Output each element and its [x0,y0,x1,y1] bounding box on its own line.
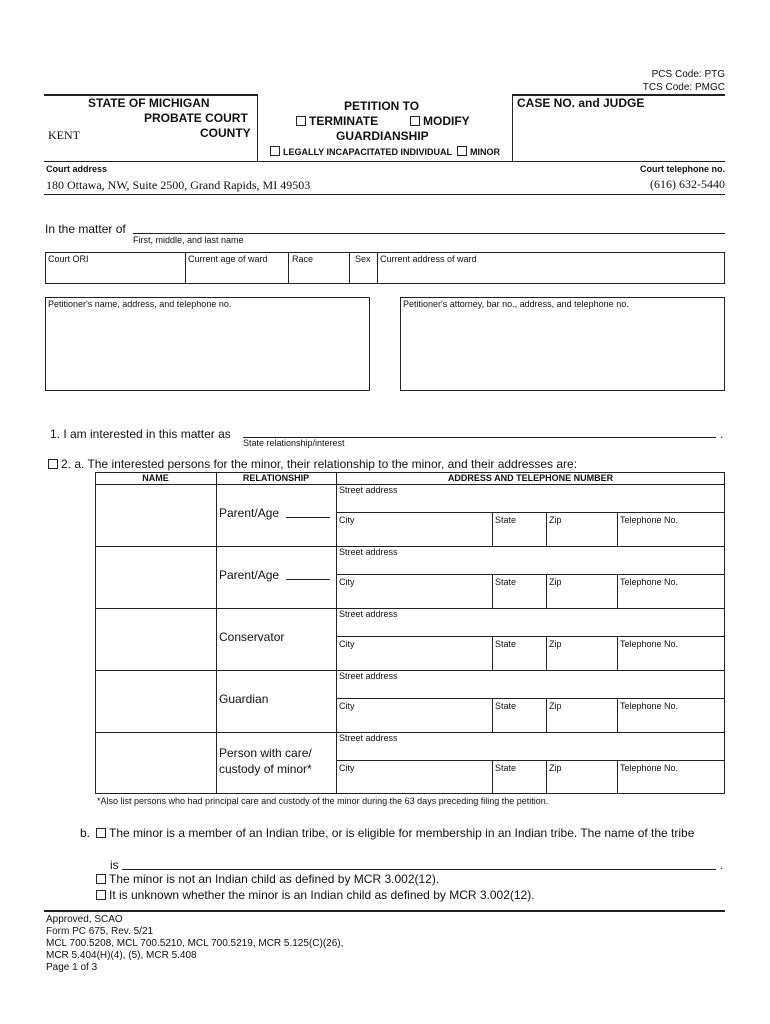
phone-divider [617,698,618,732]
pcs-code: PCS Code: PTG [651,69,725,80]
state-of-michigan: STATE OF MICHIGAN [88,96,210,110]
relationship-label: Parent/Age [219,568,280,582]
item2b-opt2[interactable]: The minor is not an Indian child as defined by MCR 3.002(12). [96,872,439,886]
table-row-rule [95,732,725,733]
footer-rule [44,910,725,912]
modify-option[interactable]: MODIFY [410,114,470,128]
table-row-rule [95,608,725,609]
state-label: State [495,515,517,525]
court-address-label: Court address [46,164,108,174]
item2a-checkbox[interactable] [48,459,58,469]
zip-divider [546,698,547,732]
table-header-rule [95,484,725,485]
guardianship: GUARDIANSHIP [336,129,429,143]
minor-option[interactable]: MINOR [457,146,500,157]
table-row-rule [95,546,725,547]
footer-approved: Approved, SCAO [46,914,123,925]
state-divider [492,512,493,546]
phone-divider [617,512,618,546]
relationship-label: Guardian [219,692,269,706]
ward-age-label: Current age of ward [188,254,268,264]
ward-divider-4 [377,252,378,284]
tcs-code: TCS Code: PMGC [642,82,725,93]
city-label: City [339,763,355,773]
ward-divider-3 [349,252,350,284]
county-label: COUNTY [200,126,251,140]
zip-divider [546,574,547,608]
state-label: State [495,701,517,711]
phone-label: Telephone No. [620,763,679,773]
zip-label: Zip [549,577,562,587]
address-split-rule [336,512,725,513]
minor-checkbox[interactable] [457,146,467,156]
zip-label: Zip [549,701,562,711]
state-label: State [495,577,517,587]
parent-age-line[interactable] [286,579,330,580]
zip-divider [546,512,547,546]
street-address-label: Street address [339,485,398,495]
phone-label: Telephone No. [620,515,679,525]
footer [46,914,343,974]
case-no-judge: CASE NO. and JUDGE [517,96,645,110]
header-divider-2 [512,94,513,161]
item2b-label: b. [80,826,91,840]
attorney-box[interactable] [400,297,725,391]
relationship-label: Conservator [219,630,285,644]
city-label: City [339,577,355,587]
parent-age-line[interactable] [286,517,330,518]
city-label: City [339,515,355,525]
modify-checkbox[interactable] [410,116,420,126]
item1-sub: State relationship/interest [243,438,345,448]
address-split-rule [336,698,725,699]
street-address-label: Street address [339,609,398,619]
relationship-label: Person with care/ [219,746,312,760]
state-divider [492,636,493,670]
table-col-divider-2 [336,472,337,794]
header-address: ADDRESS AND TELEPHONE NUMBER [447,473,614,483]
city-label: City [339,639,355,649]
footer-page: Page 1 of 3 [46,962,98,973]
table-footnote: *Also list persons who had principal care and custody of the minor during the 63 days preceding filing the petition. [97,796,549,806]
not-indian-child-checkbox[interactable] [96,874,106,884]
item2b-is: is [110,858,119,872]
unknown-indian-child-checkbox[interactable] [96,890,106,900]
state-label: State [495,763,517,773]
zip-divider [546,760,547,794]
petitioner-box[interactable] [45,297,370,391]
state-divider [492,574,493,608]
item2b-opt1[interactable]: The minor is a member of an Indian tribe, or is eligible for membership in an Indian tribe. The name of the tribe [96,826,694,840]
phone-divider [617,574,618,608]
footer-mcr: MCR 5.404(H)(4), (5), MCR 5.408 [46,950,197,961]
state-label: State [495,639,517,649]
county-name: KENT [48,128,80,142]
lii-checkbox[interactable] [270,146,280,156]
footer-mcl: MCL 700.5208, MCL 700.5210, MCL 700.5219, MCR 5.125(C)(26), [46,938,344,949]
phone-label: Telephone No. [620,577,679,587]
court-ori-label: Court ORI [48,254,89,264]
city-label: City [339,701,355,711]
header-bottom-rule [44,161,725,162]
state-divider [492,698,493,732]
item2a[interactable]: 2. a. The interested persons for the minor, their relationship to the minor, and their addresses are: [48,457,577,471]
petition-to: PETITION TO [344,99,420,113]
state-divider [492,760,493,794]
footer-form: Form PC 675, Rev. 5/21 [46,926,154,937]
street-address-label: Street address [339,547,398,557]
race-label: Race [292,254,314,264]
matter-label: In the matter of [45,222,126,236]
ward-divider-2 [288,252,289,284]
indian-tribe-member-checkbox[interactable] [96,828,106,838]
item1-period: . [720,427,724,441]
court-phone: (616) 632-5440 [650,177,725,191]
address-split-rule [336,636,725,637]
legally-incapacitated-option[interactable]: LEGALLY INCAPACITATED INDIVIDUAL [270,146,452,157]
zip-label: Zip [549,639,562,649]
phone-divider [617,636,618,670]
item1-text: 1. I am interested in this matter as [50,427,231,441]
zip-label: Zip [549,515,562,525]
tribe-name-line[interactable] [122,869,716,870]
matter-name-line[interactable] [133,233,725,234]
petitioner-label: Petitioner's name, address, and telephone no. [48,299,232,309]
header-divider-1 [257,94,258,161]
zip-label: Zip [549,763,562,773]
court-row-rule [44,194,725,195]
attorney-label: Petitioner's attorney, bar no., address, and telephone no. [403,299,629,309]
table-row-rule [95,670,725,671]
ward-divider-1 [185,252,186,284]
terminate-checkbox[interactable] [296,116,306,126]
item2b-period: . [720,858,724,872]
header-relationship: RELATIONSHIP [242,473,310,483]
ward-address-label: Current address of ward [380,254,477,264]
address-split-rule [336,574,725,575]
relationship-label: Parent/Age [219,506,280,520]
matter-sub-label: First, middle, and last name [133,235,244,245]
terminate-option[interactable]: TERMINATE [296,114,378,128]
phone-label: Telephone No. [620,639,679,649]
probate-court: PROBATE COURT [144,111,248,125]
street-address-label: Street address [339,733,398,743]
item2b-opt3[interactable]: It is unknown whether the minor is an Indian child as defined by MCR 3.002(12). [96,888,535,902]
phone-label: Telephone No. [620,701,679,711]
court-phone-label: Court telephone no. [640,164,725,174]
phone-divider [617,760,618,794]
relationship-label-2: custody of minor* [219,762,312,776]
address-split-rule [336,760,725,761]
sex-label: Sex [355,254,371,264]
zip-divider [546,636,547,670]
header-name: NAME [142,473,169,483]
table-col-divider-1 [216,472,217,794]
court-address: 180 Ottawa, NW, Suite 2500, Grand Rapids, MI 49503 [46,178,311,192]
street-address-label: Street address [339,671,398,681]
